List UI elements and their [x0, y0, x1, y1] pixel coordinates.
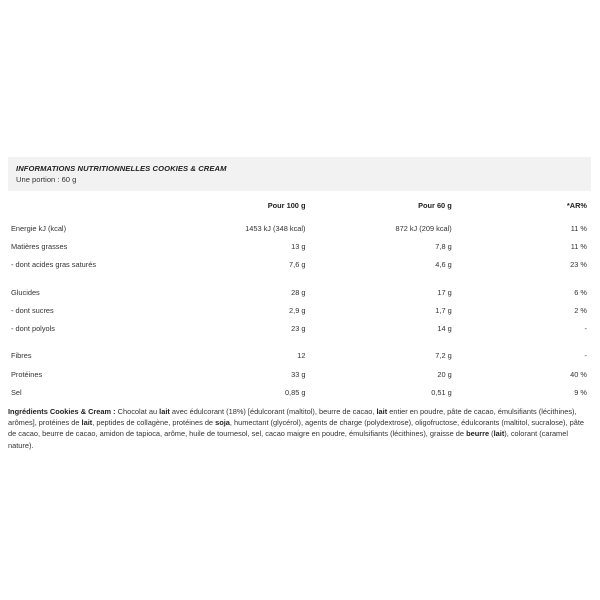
table-row: [8, 365, 591, 383]
value-per-100g: 12: [297, 351, 306, 361]
ingredient-segment: , humectant (glycérol), agents de charge (polydextrose), oligofructose, édulcorants (maltitol, sucralose), pâte de cacao, beurre de cacao, amidon de tapioca, arôme, huile de tournesol, sel, cacao maigre en poudre, émulsifiants (lécithines), graisse de: [8, 418, 584, 439]
column-header: *AR%: [566, 200, 587, 210]
row-label: - dont acides gras saturés: [11, 260, 97, 270]
row-label: Sel: [11, 388, 22, 398]
value-per-60g: 1,7 g: [435, 305, 452, 315]
value-per-60g: 4,6 g: [435, 260, 452, 270]
table-row: [8, 301, 591, 319]
row-label: - dont sucres: [11, 305, 54, 315]
allergen-segment: beurre: [466, 429, 490, 439]
column-header: [8, 191, 223, 219]
table-header-row: [8, 191, 591, 219]
ingredient-segment: entier en poudre, pâte de cacao, émulsifiants (lécithines), arômes], protéines de: [8, 407, 577, 428]
value-ar: 40 %: [570, 369, 587, 379]
value-ar: 11 %: [570, 223, 587, 233]
row-label: Energie kJ (kcal): [11, 223, 67, 233]
table-row: [8, 319, 591, 337]
allergen-segment: lait: [493, 429, 505, 439]
nutrition-table: [8, 191, 591, 402]
value-per-60g: 0,51 g: [431, 388, 452, 398]
value-ar: 9 %: [574, 388, 587, 398]
value-per-100g: 0,85 g: [284, 388, 306, 398]
value-per-100g: 33 g: [291, 369, 306, 379]
portion-size: Une portion : 60 g: [16, 175, 77, 184]
value-per-100g: 7,6 g: [289, 260, 306, 270]
row-label: Fibres: [11, 351, 32, 361]
value-ar: 2 %: [574, 305, 587, 315]
value-per-100g: 2,9 g: [289, 305, 306, 315]
ingredient-segment: ), colorant (caramel nature).: [8, 429, 568, 450]
ingredients-text: [8, 406, 593, 451]
table-row: [8, 256, 591, 274]
allergen-segment: lait: [81, 418, 93, 428]
value-per-60g: 872 kJ (209 kcal): [395, 223, 452, 233]
row-label: - dont polyols: [11, 324, 55, 334]
value-per-100g: 28 g: [291, 287, 306, 297]
allergen-segment: lait: [376, 407, 388, 416]
row-label: Glucides: [11, 287, 40, 297]
column-header: Pour 100 g: [267, 200, 306, 210]
value-ar: 6 %: [574, 287, 587, 297]
nutrition-panel: [8, 157, 591, 402]
table-row: [8, 347, 591, 365]
table-row: [8, 283, 591, 301]
ingredient-segment: , peptides de collagène, protéines de: [92, 418, 216, 428]
row-label: Protéines: [11, 369, 43, 379]
table-row: [8, 383, 591, 401]
value-ar: -: [584, 351, 587, 361]
value-per-60g: 14 g: [437, 324, 452, 334]
value-per-60g: 7,2 g: [435, 351, 452, 361]
value-ar: 23 %: [570, 260, 587, 270]
value-per-60g: 17 g: [437, 287, 452, 297]
allergen-segment: lait: [159, 407, 170, 416]
value-per-100g: 23 g: [291, 324, 306, 334]
ingredients-heading: Ingrédients Cookies & Cream :: [8, 407, 116, 416]
row-spacer: [8, 338, 591, 347]
value-per-60g: 7,8 g: [435, 241, 452, 251]
table-row: [8, 237, 591, 255]
value-per-100g: 1453 kJ (348 kcal): [245, 223, 306, 233]
value-ar: 11 %: [570, 241, 587, 251]
ingredient-segment: Chocolat au: [115, 407, 160, 416]
value-per-60g: 20 g: [437, 369, 452, 379]
row-spacer: [8, 274, 591, 283]
column-header: Pour 60 g: [418, 200, 452, 210]
nutrition-header: [8, 157, 591, 191]
ingredient-segment: avec édulcorant (18%) [édulcorant (maltitol), beurre de cacao,: [169, 407, 377, 416]
row-label: Matières grasses: [11, 241, 68, 251]
table-row: [8, 219, 591, 237]
value-ar: -: [584, 324, 587, 334]
allergen-segment: soja: [215, 418, 230, 428]
nutrition-title: INFORMATIONS NUTRITIONNELLES COOKIES & CREAM: [16, 164, 227, 173]
ingredient-segment: (: [489, 429, 494, 439]
value-per-100g: 13 g: [291, 241, 306, 251]
